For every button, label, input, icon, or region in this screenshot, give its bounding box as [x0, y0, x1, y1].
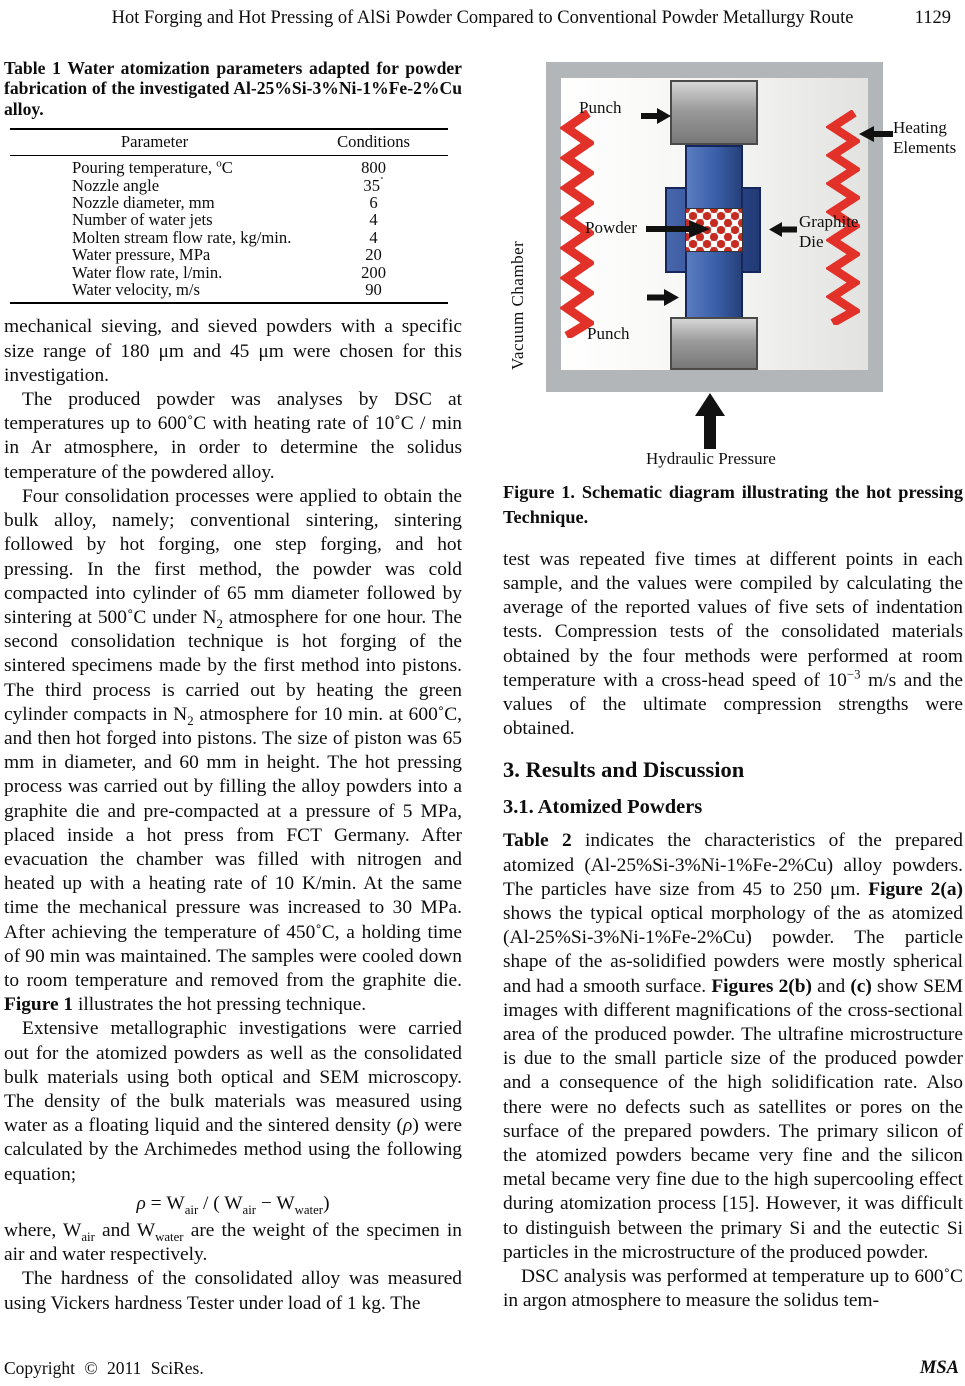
graphite-die-pointer-arrow — [769, 222, 797, 237]
subsection-heading-atomized-powders: 3.1. Atomized Powders — [503, 796, 703, 819]
cell-parameter: Nozzle angle — [72, 175, 160, 195]
paragraph: DSC analysis was performed at temperature up to 600˚C in argon atmosphere to measure the solidus tem- — [503, 1266, 963, 1312]
cell-parameter: Water velocity, m/s — [72, 280, 200, 300]
page-number: 1129 — [914, 8, 951, 28]
paragraph: Four consolidation processes were applied to obtain the bulk alloy, namely; conventional sintering, sintering followed by hot forging, one step forging, and hot pressing. In the first method, the powder was cold compacted into cylinder of 65 mm diameter followed by sintering at 500˚C under $N_2$ atmosphere for one hour. The second consolidation technique is hot forging of the sintered specimens made by the first method into pistons. The third process is carried out by heating the green cylinder compacts in $N_2$ atmosphere for 10 min. at 600˚C, and then hot forged into pistons. The size of piston was 65 mm in diameter, and 60 mm in height. The hot pressing process was carried out by filling the alloy powders into a graphite die and pre-compacted at a pressure of 5 MPa, placed inside a hot press from FCT Germany. After evacuation the chamber was filled with nitrogen and heated up with a heating rate of 10 K/min. At the same time the mechanical pressure was increased to 30 MPa. After achieving the temperature of 450˚C, a holding time of 90 min was maintained. The samples were cooled down to room temperature and removed from the graphite die. Figure 1 illustrates the hot pressing technique. — [4, 485, 463, 1016]
paragraph: Table 2 indicates the characteristics of the prepared atomized (Al-25%Si-3%Ni-1%Fe-2%Cu) alloy powders. The particles have size from 45 to 250 μm. Figure 2(a) shows the typical optical morphology of the as atomized (Al-25%Si-3%Ni-1%Fe-2%Cu) powder. The particle shape of the as-solidified powders were mostly spherical and had a smooth surface. Figures 2(b) and (c) show SEM images with different magnifications of the cross-sectional area of the produced powder. The ultrafine microstructure is due to the small particle size of the produced powder and a consequence of the high solidification rate. Also there were no defects such as satellites or pores on the surface of the prepared powders. The primary silicon of the atomized powders became very fine and the silicon metal became very fine due to the high supercooling effect during atomization process [15]. However, it was difficult to distinguish between the primary Si and the eutectic Si particles in the microstructure of the produced powder. — [503, 830, 964, 1263]
cell-parameter: Water flow rate, l/min. — [72, 262, 223, 282]
punch-bottom-label: Punch — [587, 324, 630, 343]
cell-parameter: Water pressure, MPa — [72, 245, 211, 265]
cell-condition: 4 — [369, 227, 378, 247]
table-row — [10, 156, 448, 177]
right-column — [503, 58, 963, 1314]
table-row — [10, 281, 448, 303]
left-column-text — [4, 315, 462, 1315]
cell-condition: 90 — [365, 280, 382, 300]
powder-pointer-arrow — [646, 220, 710, 238]
lower-punch-block — [670, 317, 758, 370]
paragraph: test was repeated five times at different points in each sample, and the values were compiled by calculating the average of the reported values of five sets of indentation tests. Compression tests of the consolidated materials obtained by the four methods were performed at room temperature with a cross-head speed of $10^{-3}$ m/s and the values of the ultimate compression strengths were obtained. — [503, 548, 964, 740]
left-column — [4, 58, 462, 1316]
paragraph: Extensive metallographic investigations were carried out for the atomized powders as well as the consolidated bulk materials using both optical and SEM microscopy. The density of the bulk materials was measured using water as a floating liquid and the sintered density (ρ) were calculated by the Archimedes method using the following equation; — [4, 1018, 463, 1185]
copyright-text: Copyright © 2011 SciRes. — [4, 1358, 204, 1378]
table-row — [10, 264, 448, 281]
journal-abbreviation: MSA — [919, 1358, 959, 1378]
punch-top-label: Punch — [579, 98, 622, 117]
heating-pointer-arrow — [859, 126, 893, 142]
table-row — [10, 177, 448, 194]
graphite-die-label: Graphite Die — [799, 212, 859, 251]
table-1-caption: Table 1 Water atomization parameters adapted for powder fabrication of the investigated Al-25%Si-3%Ni-1%Fe-2%Cu alloy. — [4, 58, 462, 119]
cell-condition: 800 — [361, 158, 386, 178]
page-footer — [4, 1358, 959, 1379]
cell-condition: 20 — [365, 245, 382, 265]
cell-condition: 200 — [361, 262, 386, 282]
right-column-text-a — [503, 548, 963, 742]
table-row — [10, 246, 448, 263]
cell-condition: 6 — [369, 193, 378, 213]
table-header-row — [10, 129, 448, 156]
cell-parameter: Nozzle diameter, mm — [72, 193, 215, 213]
upper-punch-rod — [685, 145, 743, 210]
equation: $\rho = W_{air}$ / ( $W_{air} - W_{water}$) — [136, 1192, 330, 1217]
table-header-conditions: Conditions — [299, 129, 448, 156]
table-row — [10, 229, 448, 246]
table-row — [10, 194, 448, 211]
hydraulic-pressure-arrow — [695, 393, 725, 449]
upper-punch-block — [670, 80, 758, 145]
heating-elements-label: Heating Elements — [893, 118, 957, 157]
paragraph: where, $W_{air}$ and $W_{water}$ are the weight of the specimen in air and water respectively. — [4, 1219, 462, 1266]
right-column-text-b — [503, 829, 963, 1313]
figure-1-schematic — [503, 62, 963, 469]
paragraph: The hardness of the consolidated alloy was measured using Vickers hardness Tester under load of 1 kg. The — [4, 1268, 462, 1314]
paragraph: mechanical sieving, and sieved powders with a specific size range of 180 μm and 45 μm were chosen for this investigation. — [4, 316, 462, 386]
punch-pointer-arrow — [641, 108, 671, 124]
vacuum-chamber-label: Vacuum Chamber — [508, 240, 527, 370]
lower-punch-pointer-arrow — [647, 289, 679, 306]
table-1 — [10, 128, 448, 304]
paragraph: The produced powder was analyses by DSC at temperatures up to 600˚C with heating rate of 10˚C / min in Ar atmosphere, in order to determine the solidus temperature of the powdered alloy. — [4, 389, 462, 483]
section-heading-results: 3. Results and Discussion — [503, 757, 745, 783]
cell-parameter: Pouring temperature, $^o$C — [72, 157, 233, 178]
hydraulic-pressure-label: Hydraulic Pressure — [646, 449, 776, 468]
cell-parameter: Molten stream flow rate, kg/min. — [72, 227, 292, 247]
powder-label: Powder — [585, 218, 637, 237]
figure-1-caption: Figure 1. Schematic diagram illustrating the hot pressing Technique. — [503, 482, 963, 528]
lower-punch-rod — [685, 250, 743, 319]
cell-condition: 4 — [369, 210, 378, 230]
table-row — [10, 211, 448, 228]
cell-condition: 35˚ — [363, 175, 384, 195]
table-header-parameter: Parameter — [10, 129, 299, 156]
cell-parameter: Number of water jets — [72, 210, 213, 230]
page-header-title: Hot Forging and Hot Pressing of AlSi Powder Compared to Conventional Powder Metallurgy Route — [111, 8, 854, 28]
